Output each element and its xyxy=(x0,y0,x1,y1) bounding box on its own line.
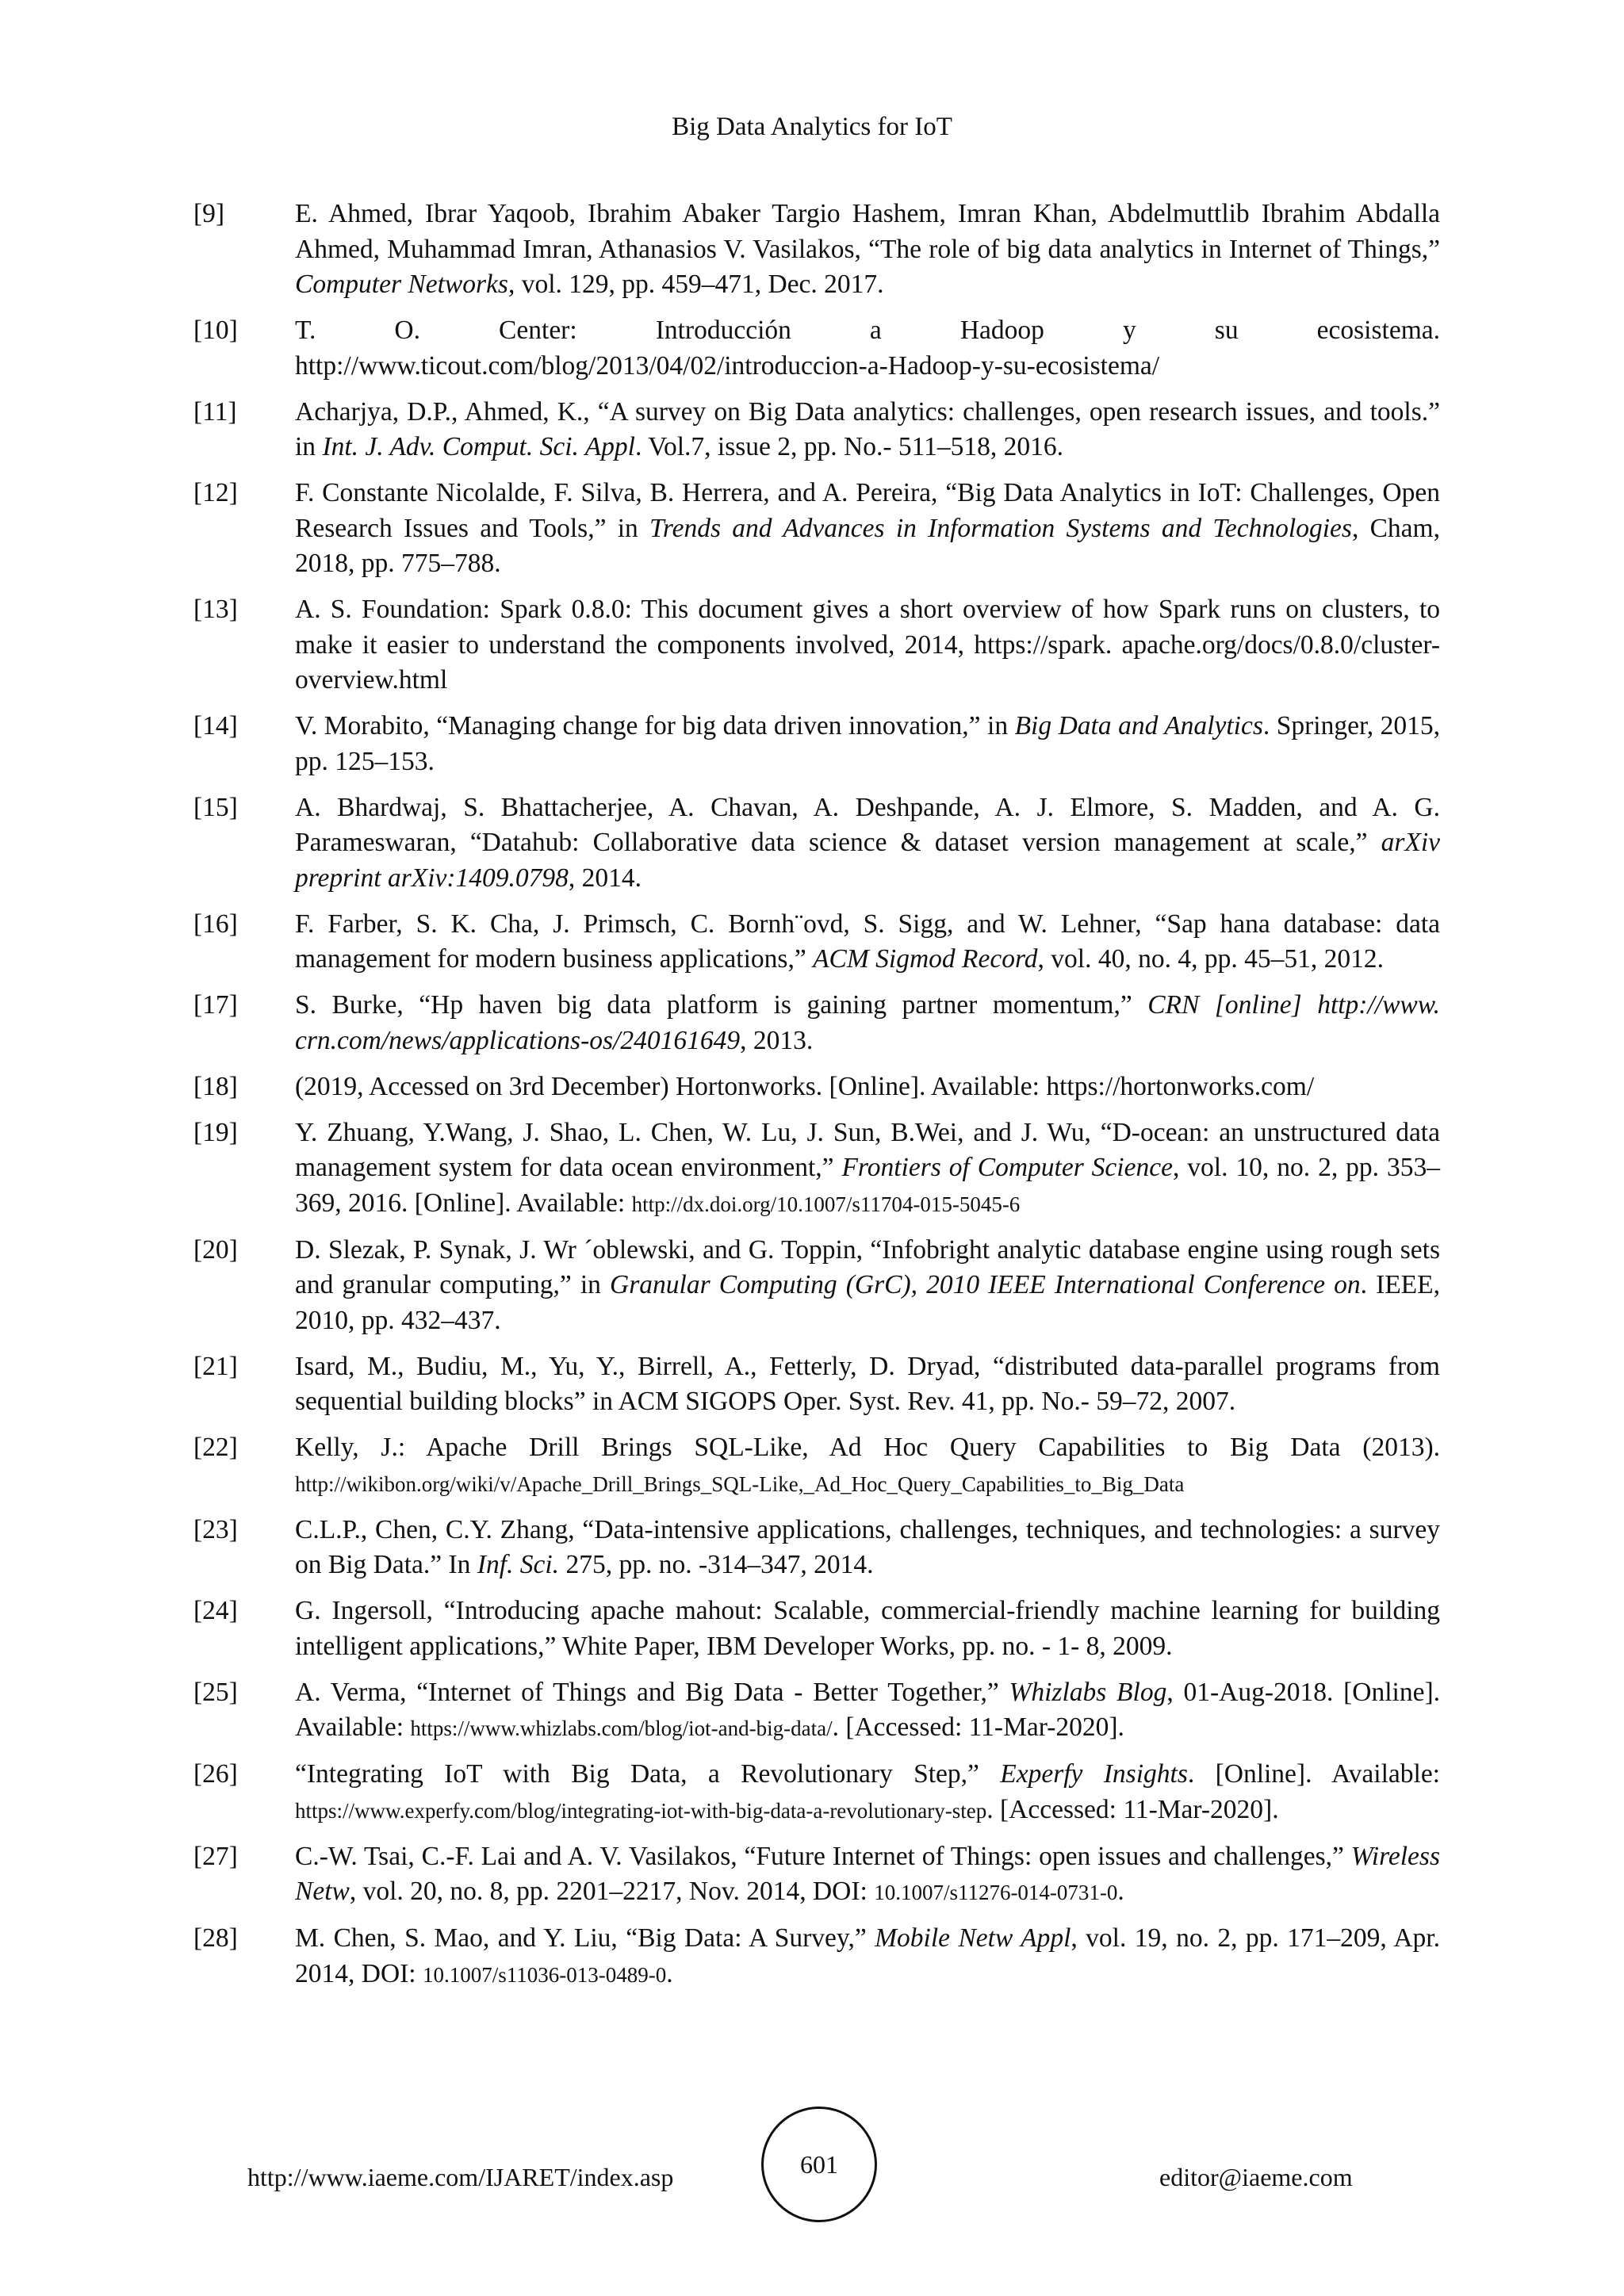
reference-segment: “Integrating IoT with Big Data, a Revolutionary Step,” xyxy=(295,1759,1001,1789)
footer-email: editor@iaeme.com xyxy=(1159,2163,1353,2191)
reference-italic-segment: Big Data and Analytics xyxy=(1014,711,1263,740)
reference-link-text: 10.1007/s11276-014-0731-0 xyxy=(874,1881,1118,1904)
reference-text xyxy=(295,1349,1440,1420)
reference-text xyxy=(295,476,1440,582)
reference-number: [24] xyxy=(193,1596,238,1625)
reference-number: [17] xyxy=(193,990,238,1020)
reference-item xyxy=(193,1430,1440,1502)
page-number xyxy=(761,2107,877,2222)
reference-segment: G. Ingersoll, “Introducing apache mahout: Scalable, commercial-friendly machine learning for building intelligent applications,” White Paper, IBM Developer Works, pp. no. - 1- 8, 2009. xyxy=(295,1596,1440,1661)
reference-italic-segment: Wireless Netw xyxy=(295,1841,1440,1906)
reference-segment: A. S. Foundation: Spark 0.8.0: This document gives a short overview of how Spark runs on clusters, to make it easier to understand the components involved, 2014, https://spark. apache.org/docs/0.8.0/cluster-overview.html xyxy=(295,595,1440,695)
reference-text xyxy=(295,1070,1440,1105)
reference-italic-segment: CRN [online] http://www. crn.com/news/applications-os/240161649 xyxy=(295,990,1440,1055)
reference-item xyxy=(193,395,1440,465)
reference-text xyxy=(295,1839,1440,1911)
reference-segment: T. O. Center: Introducción a Hadoop y su ecosistema. http://www.ticout.com/blog/2013/04/02/introduccion-a-Hadoop-y-su-ecosistema/ xyxy=(295,316,1440,381)
reference-number: [16] xyxy=(193,909,238,939)
reference-segment: F. Constante Nicolalde, F. Silva, B. Herrera, and A. Pereira, “Big Data Analytics in IoT: Challenges, Open Research Issues and Tools,” in xyxy=(295,478,1440,543)
reference-text xyxy=(295,1921,1440,1992)
reference-number: [14] xyxy=(193,711,238,740)
reference-link-text: http://wikibon.org/wiki/v/Apache_Drill_Brings_SQL-Like,_Ad_Hoc_Query_Capabilities_to_Big_Data xyxy=(295,1471,1185,1496)
reference-segment: M. Chen, S. Mao, and Y. Liu, “Big Data: A Survey,” xyxy=(295,1923,875,1953)
reference-number: [22] xyxy=(193,1433,238,1462)
reference-item xyxy=(193,790,1440,897)
reference-text xyxy=(295,907,1440,978)
reference-text xyxy=(295,313,1440,384)
reference-number: [9] xyxy=(193,199,225,228)
reference-number: [18] xyxy=(193,1071,238,1101)
reference-segment: F. Farber, S. K. Cha, J. Primsch, C. Bornh¨ovd, S. Sigg, and W. Lehner, “Sap hana database: data management for modern business applications,” xyxy=(295,909,1440,974)
reference-number: [25] xyxy=(193,1677,238,1707)
reference-item xyxy=(193,313,1440,384)
reference-number: [27] xyxy=(193,1841,238,1871)
reference-segment: S. Burke, “Hp haven big data platform is gaining partner momentum,” xyxy=(295,990,1148,1020)
reference-italic-segment: Trends and Advances in Information Systems and Technologies xyxy=(649,513,1352,543)
reference-italic-segment: Granular Computing (GrC), 2010 IEEE International Conference on xyxy=(610,1270,1361,1299)
reference-segment: E. Ahmed, Ibrar Yaqoob, Ibrahim Abaker Targio Hashem, Imran Khan, Abdelmuttlib Ibrahim Abdalla Ahmed, Muhammad Imran, Athanasios V. Vasilakos, “The role of big data analytics in Internet of Things,” xyxy=(295,199,1440,264)
reference-segment: , 2013. xyxy=(740,1025,814,1055)
reference-item xyxy=(193,1757,1440,1828)
reference-item xyxy=(193,988,1440,1058)
reference-number: [10] xyxy=(193,316,238,345)
reference-item xyxy=(193,197,1440,303)
reference-segment: . IEEE, 2010, pp. 432–437. xyxy=(295,1270,1440,1335)
reference-text xyxy=(295,197,1440,303)
reference-number: [26] xyxy=(193,1759,238,1789)
reference-segment: Y. Zhuang, Y.Wang, J. Shao, L. Chen, W. Lu, J. Sun, B.Wei, and J. Wu, “D-ocean: an unstructured data management system for data ocean environment,” xyxy=(295,1117,1440,1182)
reference-segment: , vol. 19, no. 2, pp. 171–209, Apr. 2014, DOI: xyxy=(295,1923,1440,1988)
reference-item xyxy=(193,1513,1440,1583)
footer-url: http://www.iaeme.com/IJARET/index.asp xyxy=(247,2163,674,2191)
reference-text xyxy=(295,790,1440,897)
reference-item xyxy=(193,1675,1440,1747)
reference-segment: , 01-Aug-2018. [Online]. Available: xyxy=(295,1677,1440,1742)
reference-segment: (2019, Accessed on 3rd December) Hortonworks. [Online]. Available: https://hortonworks.com/ xyxy=(295,1071,1315,1101)
reference-segment: , vol. 20, no. 8, pp. 2201–2217, Nov. 2014, DOI: xyxy=(349,1877,875,1906)
reference-number: [20] xyxy=(193,1234,238,1265)
reference-item xyxy=(193,1839,1440,1911)
reference-segment: 275, pp. no. -314–347, 2014. xyxy=(559,1550,874,1579)
reference-number: [21] xyxy=(193,1351,238,1381)
reference-number: [23] xyxy=(193,1514,238,1544)
reference-number: [12] xyxy=(193,478,238,507)
reference-number: [19] xyxy=(193,1117,238,1147)
reference-segment: D. Slezak, P. Synak, J. Wr ´oblewski, and G. Toppin, “Infobright analytic database engine using rough sets and granular computing,” in xyxy=(295,1234,1440,1299)
reference-number: [11] xyxy=(193,396,237,427)
reference-text xyxy=(295,1233,1440,1339)
reference-italic-segment: Experfy Insights xyxy=(1000,1759,1188,1789)
reference-italic-segment: Frontiers of Computer Science xyxy=(841,1153,1173,1182)
reference-number: [15] xyxy=(193,792,238,822)
reference-segment: . Springer, 2015, pp. 125–153. xyxy=(295,711,1441,776)
reference-link-text: https://www.whizlabs.com/blog/iot-and-big-data/ xyxy=(410,1716,833,1740)
reference-segment: . Vol.7, issue 2, pp. No.- 511–518, 2016. xyxy=(634,432,1064,461)
reference-text xyxy=(295,1675,1440,1747)
reference-link-text: 10.1007/s11036-013-0489-0 xyxy=(422,1962,667,1987)
reference-text xyxy=(295,709,1440,779)
running-header: Big Data Analytics for IoT xyxy=(672,113,952,141)
reference-number: [28] xyxy=(193,1923,238,1953)
reference-text xyxy=(295,1513,1440,1583)
reference-text xyxy=(295,1430,1440,1502)
reference-segment: . xyxy=(1117,1877,1124,1906)
reference-text xyxy=(295,1115,1440,1223)
reference-link-text: http://dx.doi.org/10.1007/s11704-015-5045-6 xyxy=(631,1192,1021,1216)
reference-text xyxy=(295,592,1440,698)
reference-link-text: https://www.experfy.com/blog/integrating-iot-with-big-data-a-revolutionary-step xyxy=(295,1798,987,1823)
reference-italic-segment: Computer Networks xyxy=(295,270,508,299)
reference-segment: A. Verma, “Internet of Things and Big Data - Better Together,” xyxy=(295,1677,1009,1707)
page-number-text: 601 xyxy=(800,2149,838,2179)
reference-segment: Isard, M., Budiu, M., Yu, Y., Birrell, A., Fetterly, D. Dryad, “distributed data-parallel programs from sequential building blocks” in ACM SIGOPS Oper. Syst. Rev. 41, pp. No.- 59–72, 2007. xyxy=(295,1351,1440,1416)
reference-italic-segment: Whizlabs Blog xyxy=(1009,1677,1167,1707)
reference-text xyxy=(295,1594,1440,1664)
reference-item xyxy=(193,1115,1440,1223)
reference-segment: , vol. 10, no. 2, pp. 353–369, 2016. [Online]. Available: xyxy=(295,1153,1440,1218)
reference-text xyxy=(295,988,1440,1058)
reference-segment: Kelly, J.: Apache Drill Brings SQL-Like, Ad Hoc Query Capabilities to Big Data (2013). xyxy=(295,1433,1440,1462)
reference-segment: . [Accessed: 11-Mar-2020]. xyxy=(832,1712,1124,1742)
reference-segment: . xyxy=(666,1958,673,1988)
reference-segment: C.L.P., Chen, C.Y. Zhang, “Data-intensive applications, challenges, techniques, and technologies: a survey on Big Data.” In xyxy=(295,1514,1440,1579)
reference-segment: , vol. 40, no. 4, pp. 45–51, 2012. xyxy=(1037,944,1384,974)
reference-item xyxy=(193,709,1440,779)
reference-list xyxy=(193,197,1440,2003)
reference-segment: A. Bhardwaj, S. Bhattacherjee, A. Chavan, A. Deshpande, A. J. Elmore, S. Madden, and A. G. Parameswaran, “Datahub: Collaborative data science & dataset version management at scale,” xyxy=(295,792,1440,857)
reference-segment: , Cham, 2018, pp. 775–788. xyxy=(295,513,1440,578)
reference-item xyxy=(193,1594,1440,1664)
reference-italic-segment: Mobile Netw Appl xyxy=(875,1923,1071,1953)
reference-text xyxy=(295,395,1440,465)
reference-item xyxy=(193,1070,1440,1105)
reference-segment: , 2014. xyxy=(568,863,642,893)
reference-segment: , vol. 129, pp. 459–471, Dec. 2017. xyxy=(508,270,884,299)
reference-number: [13] xyxy=(193,595,238,624)
reference-segment: . [Accessed: 11-Mar-2020]. xyxy=(986,1794,1279,1824)
reference-item xyxy=(193,476,1440,582)
reference-item xyxy=(193,907,1440,978)
reference-item xyxy=(193,1349,1440,1420)
reference-italic-segment: arXiv preprint arXiv:1409.0798 xyxy=(295,828,1440,893)
reference-item xyxy=(193,592,1440,698)
reference-italic-segment: Inf. Sci. xyxy=(477,1550,560,1579)
reference-segment: Acharjya, D.P., Ahmed, K., “A survey on Big Data analytics: challenges, open research issues, and tools.” in xyxy=(295,396,1440,461)
reference-item xyxy=(193,1921,1440,1992)
reference-text xyxy=(295,1757,1440,1828)
reference-italic-segment: ACM Sigmod Record xyxy=(813,944,1038,974)
reference-segment: . [Online]. Available: xyxy=(1187,1759,1440,1789)
reference-segment: V. Morabito, “Managing change for big data driven innovation,” in xyxy=(295,711,1015,740)
reference-segment: C.-W. Tsai, C.-F. Lai and A. V. Vasilakos, “Future Internet of Things: open issues and challenges,” xyxy=(295,1841,1351,1871)
reference-item xyxy=(193,1233,1440,1339)
reference-italic-segment: Int. J. Adv. Comput. Sci. Appl xyxy=(322,432,635,461)
